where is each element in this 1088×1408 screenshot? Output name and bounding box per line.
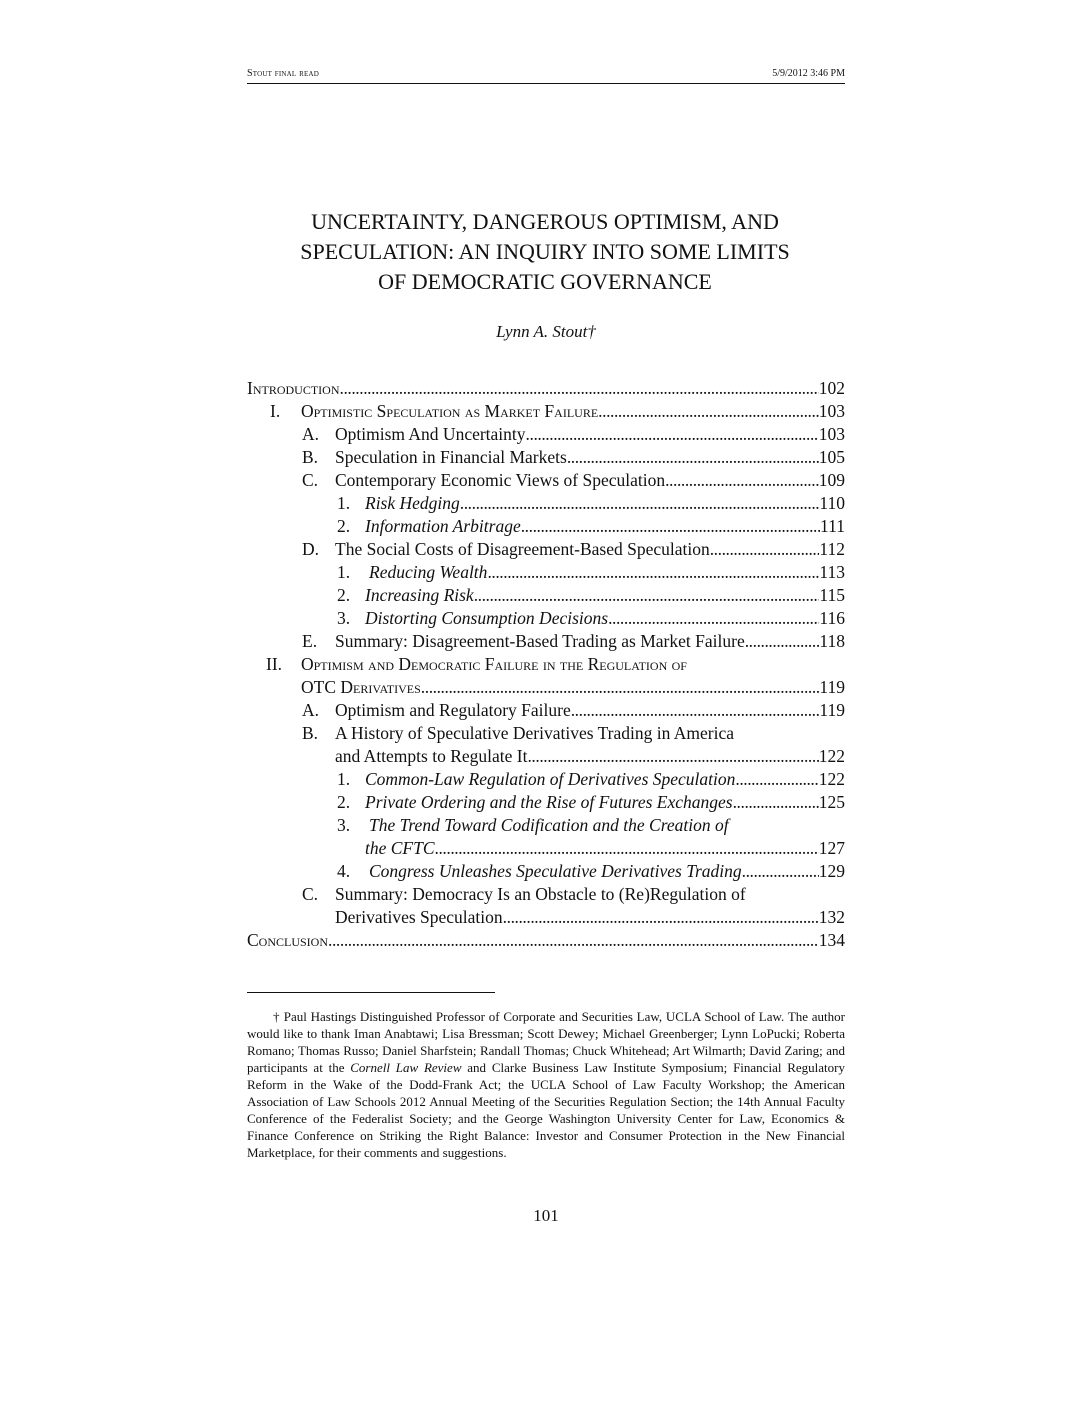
- toc-page: 119: [819, 677, 845, 697]
- toc-leader: [598, 400, 819, 423]
- article-title: [230, 207, 860, 297]
- toc-page: 116: [819, 608, 845, 628]
- toc-leader: [435, 837, 819, 860]
- footnote-text-part: and Clarke Business Law Institute Symposium; Financial Regulatory Reform in the Wake of the Dodd-Frank Act; the UCLA School of Law Faculty Workshop; the American Association of Law Schools 2012 Annual Meeting of the Securities Regulation Section; the 14th Annual Faculty Conference of the Federalist Society; and the George Washington University Center for Law, Economics & Finance Conference on Striking the Right Balance: Investor and Consumer Protection in the New Financial Marketplace, for their comments and suggestions.: [247, 1060, 845, 1160]
- toc-leader: [474, 584, 820, 607]
- toc-text: Information Arbitrage: [365, 516, 521, 536]
- toc-text: Derivatives Speculation: [335, 907, 503, 927]
- toc-leader: [735, 768, 818, 791]
- toc-text: the CFTC: [365, 838, 435, 858]
- toc-label: 2.: [337, 516, 351, 536]
- toc-label: 2.: [337, 792, 351, 812]
- toc-text: Optimism And Uncertainty: [335, 424, 526, 444]
- table-of-contents: [247, 377, 845, 952]
- toc-label: C.: [302, 884, 319, 904]
- toc-label: A.: [302, 700, 320, 720]
- toc-leader: [487, 561, 819, 584]
- toc-page: 125: [818, 792, 845, 812]
- toc-entry-2c-continued[interactable]: [247, 906, 845, 929]
- toc-text: Distorting Consumption Decisions: [365, 608, 609, 628]
- toc-leader: [527, 745, 818, 768]
- toc-label: A.: [302, 424, 320, 444]
- toc-leader: [503, 906, 819, 929]
- toc-entry-2b[interactable]: [247, 722, 845, 745]
- toc-label: 1.: [337, 493, 351, 513]
- toc-text: Optimistic Speculation as Market Failure: [301, 401, 599, 421]
- footnote-text: [247, 1008, 845, 1161]
- toc-entry-conclusion[interactable]: [247, 929, 845, 952]
- toc-page: 102: [818, 378, 845, 398]
- toc-text: The Trend Toward Codification and the Creation of: [369, 815, 729, 835]
- toc-page: 103: [818, 401, 845, 421]
- toc-page: 129: [818, 861, 845, 881]
- toc-leader: [460, 492, 820, 515]
- toc-label: 1.: [337, 562, 351, 582]
- toc-page: 110: [819, 493, 845, 513]
- toc-entry-1c2[interactable]: [247, 515, 845, 538]
- toc-leader: [710, 538, 820, 561]
- title-line: SPECULATION: AN INQUIRY INTO SOME LIMITS: [300, 239, 790, 264]
- toc-leader: [526, 423, 819, 446]
- toc-text: Congress Unleashes Speculative Derivatives Trading: [369, 861, 742, 881]
- toc-label: E.: [302, 631, 318, 651]
- toc-text: A History of Speculative Derivatives Trading in America: [335, 723, 735, 743]
- toc-text: The Social Costs of Disagreement-Based Speculation: [335, 539, 710, 559]
- running-header-left: Stout final read: [247, 68, 319, 79]
- toc-leader: [742, 860, 819, 883]
- title-line: OF DEMOCRATIC GOVERNANCE: [378, 269, 712, 294]
- toc-leader: [567, 446, 819, 469]
- toc-entry-1a[interactable]: [247, 423, 845, 446]
- toc-entry-2a[interactable]: [247, 699, 845, 722]
- toc-leader: [521, 515, 820, 538]
- page-number: 101: [533, 1206, 559, 1225]
- toc-label: 3.: [337, 608, 351, 628]
- toc-entry-2b2[interactable]: [247, 791, 845, 814]
- toc-text: Optimism and Democratic Failure in the Regulation of: [301, 654, 687, 674]
- toc-leader: [571, 699, 820, 722]
- toc-page: 109: [818, 470, 845, 490]
- toc-page: 103: [818, 424, 845, 444]
- toc-entry-1d1[interactable]: [247, 561, 845, 584]
- footnote: [247, 1008, 845, 1161]
- toc-page: 105: [818, 447, 845, 467]
- toc-text: Increasing Risk: [365, 585, 474, 605]
- toc-entry-2b3-continued[interactable]: [247, 837, 845, 860]
- toc-label: I.: [270, 401, 281, 421]
- toc-label: 2.: [337, 585, 351, 605]
- toc-text: Optimism and Regulatory Failure: [335, 700, 571, 720]
- toc-label: 1.: [337, 769, 351, 789]
- toc-leader: [328, 929, 819, 952]
- toc-entry-2b1[interactable]: [247, 768, 845, 791]
- toc-page: 118: [819, 631, 845, 651]
- footnote-italic-journal: Cornell Law Review: [350, 1060, 462, 1075]
- footnote-text-part: † Paul Hastings Distinguished Professor of Corporate and Securities Law, UCLA School of Law. The author would like to thank Iman Anabtawi; Lisa Bressman; Scott Dewey; Michael Greenberger; Lynn LoPucki; Roberta Romano; Thomas Russo; Daniel Sharfstein; Randall Thomas; Chuck Whitehead; Art Wilmarth; David Zaring; and participants at the: [247, 1009, 845, 1075]
- toc-label: D.: [302, 539, 320, 559]
- toc-page: 122: [818, 769, 845, 789]
- toc-label: 3.: [337, 815, 351, 835]
- toc-text: Private Ordering and the Rise of Futures Exchanges: [365, 792, 733, 812]
- toc-entry-1d2[interactable]: [247, 584, 845, 607]
- toc-page: 122: [818, 746, 845, 766]
- toc-entry-1c1[interactable]: [247, 492, 845, 515]
- toc-leader: [745, 630, 820, 653]
- toc-text: Conclusion: [247, 930, 329, 950]
- toc-page: 119: [819, 700, 845, 720]
- toc-entry-2b3[interactable]: [247, 814, 845, 837]
- toc-text: Speculation in Financial Markets: [335, 447, 567, 467]
- toc-page: 112: [819, 539, 845, 559]
- running-header: [247, 67, 845, 84]
- toc-page: 111: [820, 516, 845, 536]
- author-name: Lynn A. Stout†: [496, 322, 596, 341]
- toc-label: II.: [266, 654, 283, 674]
- toc-label: 4.: [337, 861, 351, 881]
- toc-entry-part-2-continued[interactable]: [247, 676, 845, 699]
- toc-text: Introduction: [247, 378, 340, 398]
- toc-entry-2b-continued[interactable]: [247, 745, 845, 768]
- toc-text: and Attempts to Regulate It: [335, 746, 528, 766]
- toc-page: 134: [818, 930, 845, 950]
- title-line: UNCERTAINTY, DANGEROUS OPTIMISM, AND: [311, 209, 779, 234]
- toc-page: 115: [819, 585, 845, 605]
- toc-entry-2c[interactable]: [247, 883, 845, 906]
- toc-leader: [733, 791, 819, 814]
- toc-page: 113: [819, 562, 845, 582]
- toc-text: Summary: Disagreement-Based Trading as Market Failure: [335, 631, 745, 651]
- toc-page: 132: [818, 907, 845, 927]
- toc-entry-part-1[interactable]: [247, 400, 845, 423]
- toc-page: 127: [818, 838, 845, 858]
- toc-text: Common-Law Regulation of Derivatives Speculation: [365, 769, 736, 789]
- toc-leader: [340, 377, 819, 400]
- running-header-right: 5/9/2012 3:46 PM: [772, 68, 845, 79]
- toc-leader: [421, 676, 820, 699]
- toc-label: B.: [302, 447, 319, 467]
- toc-entry-2b4[interactable]: [247, 860, 845, 883]
- toc-leader: [665, 469, 819, 492]
- toc-entry-part-2[interactable]: [247, 653, 845, 676]
- toc-text: Contemporary Economic Views of Speculation: [335, 470, 666, 490]
- footnote-divider: [247, 992, 495, 993]
- toc-entry-1e[interactable]: [247, 630, 845, 653]
- toc-entry-1d[interactable]: [247, 538, 845, 561]
- toc-entry-1d3[interactable]: [247, 607, 845, 630]
- toc-text: Reducing Wealth: [369, 562, 488, 582]
- toc-text: Risk Hedging: [365, 493, 460, 513]
- toc-entry-introduction[interactable]: [247, 377, 845, 400]
- toc-entry-1c[interactable]: [247, 469, 845, 492]
- toc-leader: [608, 607, 819, 630]
- toc-label: B.: [302, 723, 319, 743]
- toc-entry-1b[interactable]: [247, 446, 845, 469]
- toc-text: OTC Derivatives: [301, 677, 421, 697]
- toc-text: Summary: Democracy Is an Obstacle to (Re)Regulation of: [335, 884, 746, 904]
- toc-label: C.: [302, 470, 319, 490]
